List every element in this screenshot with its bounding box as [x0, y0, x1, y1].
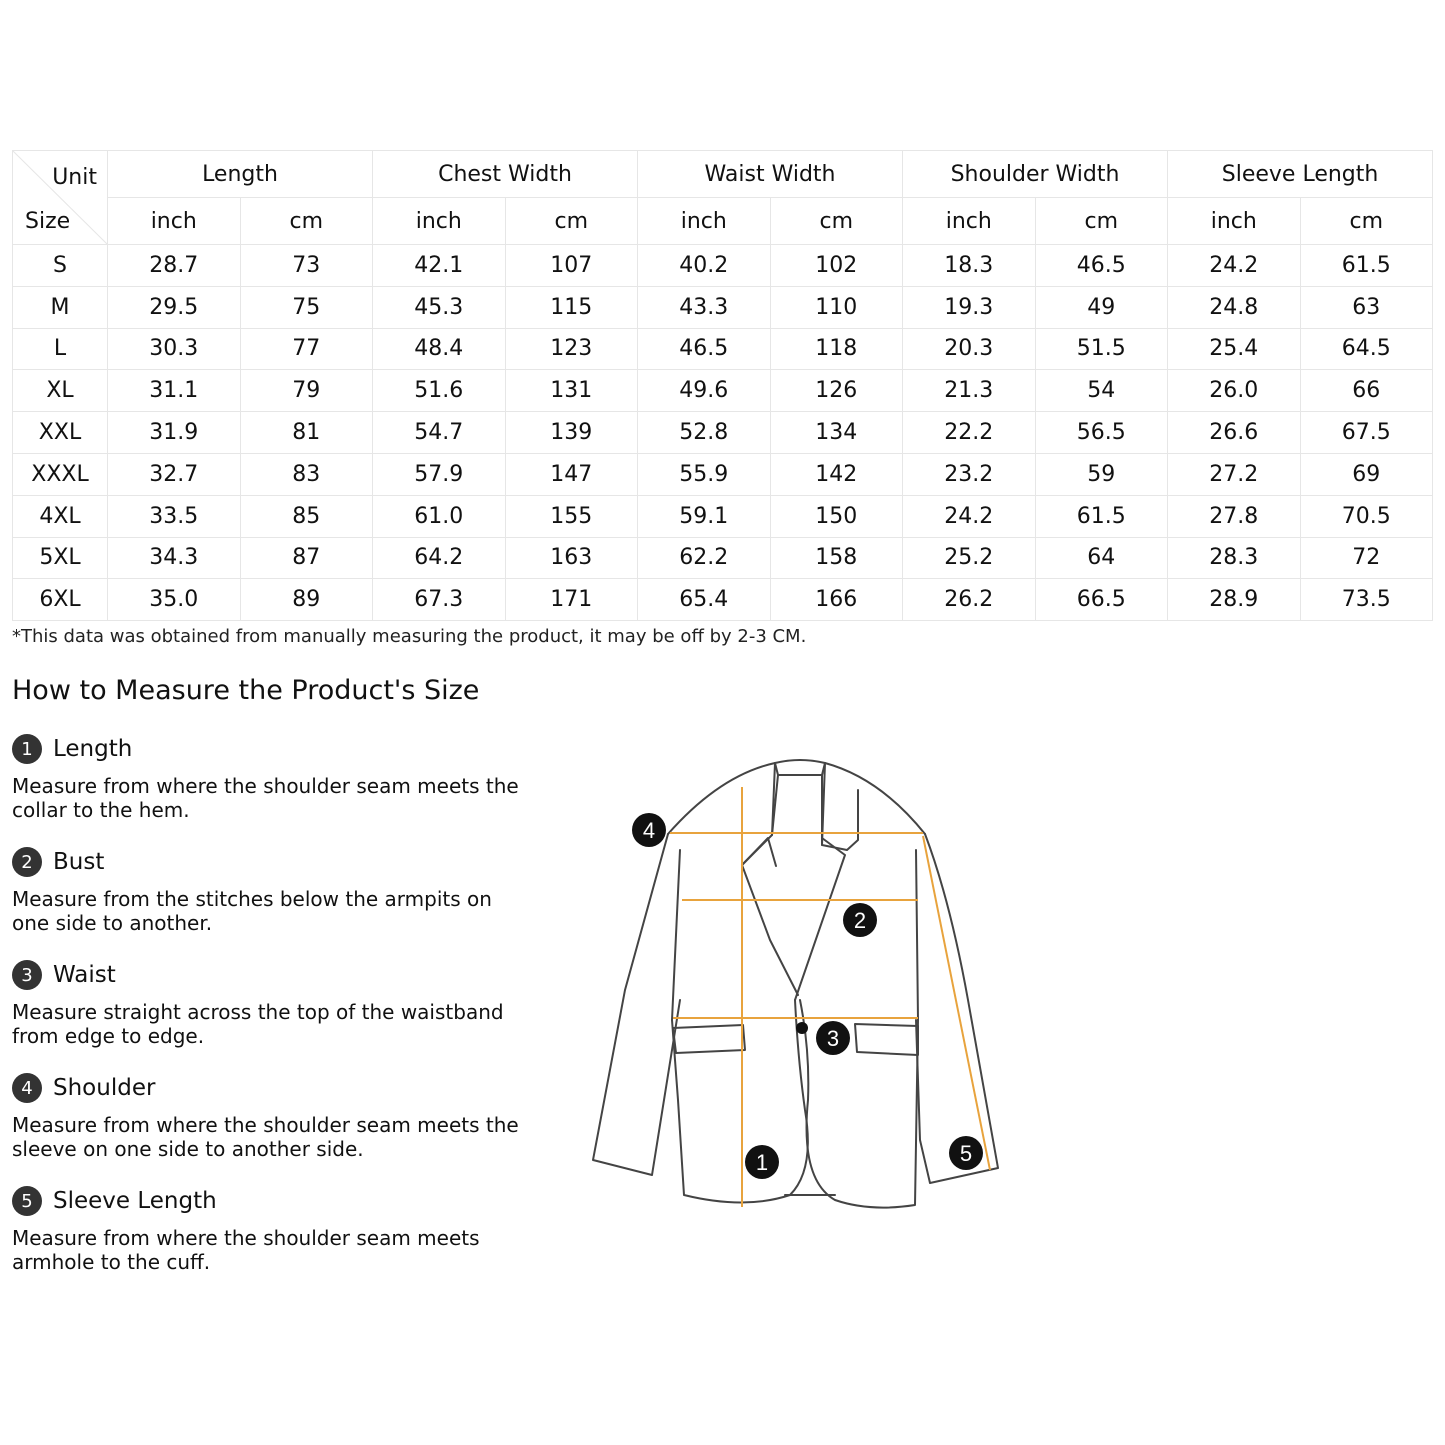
value-cell: 118: [770, 328, 903, 370]
value-cell: 115: [505, 286, 638, 328]
value-cell: 72: [1300, 537, 1433, 579]
size-cell: 4XL: [13, 495, 108, 537]
value-cell: 29.5: [108, 286, 241, 328]
unit-header: inch: [373, 198, 506, 245]
value-cell: 51.5: [1035, 328, 1168, 370]
value-cell: 126: [770, 370, 903, 412]
value-cell: 163: [505, 537, 638, 579]
value-cell: 147: [505, 453, 638, 495]
howto-title: How to Measure the Product's Size: [12, 675, 480, 706]
table-row: [13, 370, 1433, 412]
unit-header: inch: [638, 198, 771, 245]
measure-item-description: Measure from where the shoulder seam meets armhole to the cuff.: [12, 1226, 480, 1274]
value-cell: 61.5: [1300, 245, 1433, 287]
value-cell: 67.3: [373, 579, 506, 621]
value-cell: 51.6: [373, 370, 506, 412]
value-cell: 48.4: [373, 328, 506, 370]
value-cell: 18.3: [903, 245, 1036, 287]
measure-item-description: Measure straight across the top of the waistband from edge to edge.: [12, 1000, 504, 1048]
value-cell: 24.8: [1168, 286, 1301, 328]
value-cell: 49.6: [638, 370, 771, 412]
group-header: Length: [108, 151, 373, 198]
value-cell: 65.4: [638, 579, 771, 621]
value-cell: 25.4: [1168, 328, 1301, 370]
number-2-icon: 2: [12, 847, 42, 877]
number-5-icon: 5: [12, 1186, 42, 1216]
value-cell: 66.5: [1035, 579, 1168, 621]
table-row: [13, 245, 1433, 287]
table-row: [13, 495, 1433, 537]
value-cell: 69: [1300, 453, 1433, 495]
table-row: [13, 579, 1433, 621]
size-chart-table: [12, 150, 1433, 621]
corner-size-label: Size: [25, 209, 71, 234]
value-cell: 21.3: [903, 370, 1036, 412]
measure-item-bust: [12, 845, 532, 935]
measurement-lines: [670, 787, 990, 1207]
value-cell: 64.2: [373, 537, 506, 579]
value-cell: 70.5: [1300, 495, 1433, 537]
measure-item-title: Sleeve Length: [53, 1188, 217, 1214]
value-cell: 31.1: [108, 370, 241, 412]
value-cell: 59.1: [638, 495, 771, 537]
measure-item-title: Shoulder: [53, 1075, 156, 1101]
table-row: [13, 453, 1433, 495]
value-cell: 81: [240, 412, 373, 454]
group-header: Waist Width: [638, 151, 903, 198]
value-cell: 54.7: [373, 412, 506, 454]
value-cell: 158: [770, 537, 903, 579]
measure-item-length: [12, 732, 532, 822]
value-cell: 123: [505, 328, 638, 370]
value-cell: 28.3: [1168, 537, 1301, 579]
value-cell: 107: [505, 245, 638, 287]
size-cell: XL: [13, 370, 108, 412]
value-cell: 42.1: [373, 245, 506, 287]
measure-item-description: Measure from the stitches below the armpits on one side to another.: [12, 887, 492, 935]
value-cell: 26.6: [1168, 412, 1301, 454]
corner-unit-label: Unit: [52, 165, 97, 190]
value-cell: 28.7: [108, 245, 241, 287]
table-row: [13, 412, 1433, 454]
table-header-units: [13, 198, 1433, 245]
value-cell: 59: [1035, 453, 1168, 495]
table-row: [13, 286, 1433, 328]
unit-header: inch: [903, 198, 1036, 245]
value-cell: 26.0: [1168, 370, 1301, 412]
value-cell: 67.5: [1300, 412, 1433, 454]
value-cell: 66: [1300, 370, 1433, 412]
table-body: [13, 245, 1433, 621]
group-header: Sleeve Length: [1168, 151, 1433, 198]
unit-header: cm: [1035, 198, 1168, 245]
value-cell: 139: [505, 412, 638, 454]
measure-item-waist: [12, 958, 532, 1048]
value-cell: 40.2: [638, 245, 771, 287]
value-cell: 24.2: [1168, 245, 1301, 287]
value-cell: 89: [240, 579, 373, 621]
value-cell: 73.5: [1300, 579, 1433, 621]
size-cell: XXXL: [13, 453, 108, 495]
size-cell: XXL: [13, 412, 108, 454]
value-cell: 24.2: [903, 495, 1036, 537]
value-cell: 49: [1035, 286, 1168, 328]
marker-2: 2: [853, 908, 867, 933]
size-cell: 6XL: [13, 579, 108, 621]
unit-header: cm: [770, 198, 903, 245]
value-cell: 77: [240, 328, 373, 370]
value-cell: 22.2: [903, 412, 1036, 454]
measure-item-shoulder: [12, 1071, 532, 1161]
value-cell: 75: [240, 286, 373, 328]
value-cell: 63: [1300, 286, 1433, 328]
group-header: Shoulder Width: [903, 151, 1168, 198]
marker-4: 4: [642, 818, 656, 843]
value-cell: 45.3: [373, 286, 506, 328]
marker-3: 3: [826, 1026, 840, 1051]
unit-header: inch: [1168, 198, 1301, 245]
value-cell: 85: [240, 495, 373, 537]
value-cell: 166: [770, 579, 903, 621]
value-cell: 155: [505, 495, 638, 537]
measure-item-title: Bust: [53, 849, 105, 875]
table-row: [13, 537, 1433, 579]
value-cell: 83: [240, 453, 373, 495]
table-header-groups: [13, 151, 1433, 198]
unit-header: cm: [1300, 198, 1433, 245]
group-header: Chest Width: [373, 151, 638, 198]
value-cell: 20.3: [903, 328, 1036, 370]
table-row: [13, 328, 1433, 370]
value-cell: 57.9: [373, 453, 506, 495]
measure-item-description: Measure from where the shoulder seam meets the sleeve on one side to another side.: [12, 1113, 519, 1161]
button-icon: [796, 1022, 808, 1034]
measurement-footnote: *This data was obtained from manually measuring the product, it may be off by 2-3 CM.: [12, 626, 807, 647]
value-cell: 23.2: [903, 453, 1036, 495]
value-cell: 25.2: [903, 537, 1036, 579]
value-cell: 61.5: [1035, 495, 1168, 537]
value-cell: 34.3: [108, 537, 241, 579]
value-cell: 27.8: [1168, 495, 1301, 537]
number-1-icon: 1: [12, 734, 42, 764]
value-cell: 28.9: [1168, 579, 1301, 621]
value-cell: 55.9: [638, 453, 771, 495]
value-cell: 27.2: [1168, 453, 1301, 495]
value-cell: 142: [770, 453, 903, 495]
sleeve-measure-line: [923, 836, 990, 1170]
value-cell: 110: [770, 286, 903, 328]
value-cell: 62.2: [638, 537, 771, 579]
value-cell: 26.2: [903, 579, 1036, 621]
measure-item-title: Waist: [53, 962, 116, 988]
size-cell: 5XL: [13, 537, 108, 579]
value-cell: 19.3: [903, 286, 1036, 328]
unit-header: cm: [240, 198, 373, 245]
value-cell: 46.5: [638, 328, 771, 370]
number-3-icon: 3: [12, 960, 42, 990]
measure-item-description: Measure from where the shoulder seam meets the collar to the hem.: [12, 774, 519, 822]
measure-item-sleeve-length: [12, 1184, 532, 1274]
value-cell: 54: [1035, 370, 1168, 412]
value-cell: 43.3: [638, 286, 771, 328]
unit-header: inch: [108, 198, 241, 245]
size-cell: M: [13, 286, 108, 328]
value-cell: 64: [1035, 537, 1168, 579]
value-cell: 33.5: [108, 495, 241, 537]
size-cell: S: [13, 245, 108, 287]
value-cell: 87: [240, 537, 373, 579]
value-cell: 73: [240, 245, 373, 287]
measure-item-title: Length: [53, 736, 133, 762]
value-cell: 134: [770, 412, 903, 454]
value-cell: 171: [505, 579, 638, 621]
value-cell: 64.5: [1300, 328, 1433, 370]
number-4-icon: 4: [12, 1073, 42, 1103]
value-cell: 56.5: [1035, 412, 1168, 454]
value-cell: 102: [770, 245, 903, 287]
value-cell: 61.0: [373, 495, 506, 537]
value-cell: 35.0: [108, 579, 241, 621]
value-cell: 131: [505, 370, 638, 412]
size-cell: L: [13, 328, 108, 370]
value-cell: 79: [240, 370, 373, 412]
unit-header: cm: [505, 198, 638, 245]
marker-5: 5: [959, 1141, 973, 1166]
value-cell: 31.9: [108, 412, 241, 454]
value-cell: 52.8: [638, 412, 771, 454]
blazer-outline-icon: [580, 745, 1020, 1225]
value-cell: 30.3: [108, 328, 241, 370]
marker-1: 1: [755, 1150, 769, 1175]
value-cell: 150: [770, 495, 903, 537]
value-cell: 46.5: [1035, 245, 1168, 287]
corner-cell: [13, 151, 108, 245]
value-cell: 32.7: [108, 453, 241, 495]
